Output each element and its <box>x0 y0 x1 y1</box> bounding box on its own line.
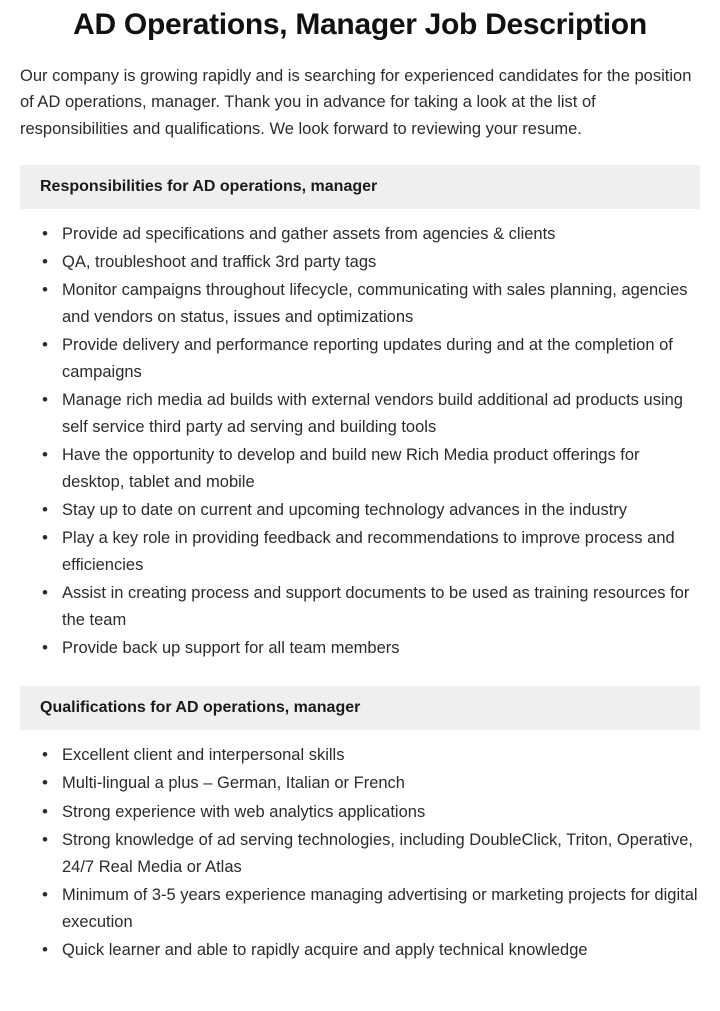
list-item: • Play a key role in providing feedback and recommendations to improve process and efficiencies <box>38 525 700 579</box>
responsibilities-heading: Responsibilities for AD operations, manager <box>20 165 700 209</box>
qualifications-list <box>20 742 700 963</box>
list-item: • Minimum of 3-5 years experience managing advertising or marketing projects for digital execution <box>38 882 700 936</box>
qualifications-header-wrap <box>0 686 720 730</box>
list-item: • Provide delivery and performance reporting updates during and at the completion of campaigns <box>38 332 700 386</box>
responsibilities-header-wrap <box>0 165 720 209</box>
list-item: • Stay up to date on current and upcoming technology advances in the industry <box>38 497 700 524</box>
list-item: • Quick learner and able to rapidly acquire and apply technical knowledge <box>38 937 700 964</box>
list-item: • QA, troubleshoot and traffick 3rd party tags <box>38 249 700 276</box>
list-item: • Assist in creating process and support documents to be used as training resources for the team <box>38 580 700 634</box>
list-item: • Provide ad specifications and gather assets from agencies & clients <box>38 221 700 248</box>
responsibilities-section <box>20 165 700 663</box>
list-item: • Monitor campaigns throughout lifecycle, communicating with sales planning, agencies and vendors on status, issues and optimizations <box>38 277 700 331</box>
list-item: • Multi-lingual a plus – German, Italian or French <box>38 770 700 797</box>
list-item: • Provide back up support for all team members <box>38 635 700 662</box>
responsibilities-list <box>20 221 700 663</box>
list-item: • Have the opportunity to develop and build new Rich Media product offerings for desktop, tablet and mobile <box>38 442 700 496</box>
page-title: AD Operations, Manager Job Description <box>73 8 647 41</box>
list-item: • Excellent client and interpersonal skills <box>38 742 700 769</box>
list-item: • Manage rich media ad builds with external vendors build additional ad products using self service third party ad serving and building tools <box>38 387 700 441</box>
job-description-document <box>0 8 720 964</box>
qualifications-heading: Qualifications for AD operations, manager <box>20 686 700 730</box>
qualifications-section <box>20 686 700 963</box>
list-item: • Strong knowledge of ad serving technologies, including DoubleClick, Triton, Operative, 24/7 Real Media or Atlas <box>38 827 700 881</box>
list-item: • Strong experience with web analytics applications <box>38 799 700 826</box>
intro-paragraph: Our company is growing rapidly and is searching for experienced candidates for the position of AD operations, manager. Thank you in advance for taking a look at the list of responsibilities and qualifications. We look forward to reviewing your resume. <box>20 66 692 138</box>
